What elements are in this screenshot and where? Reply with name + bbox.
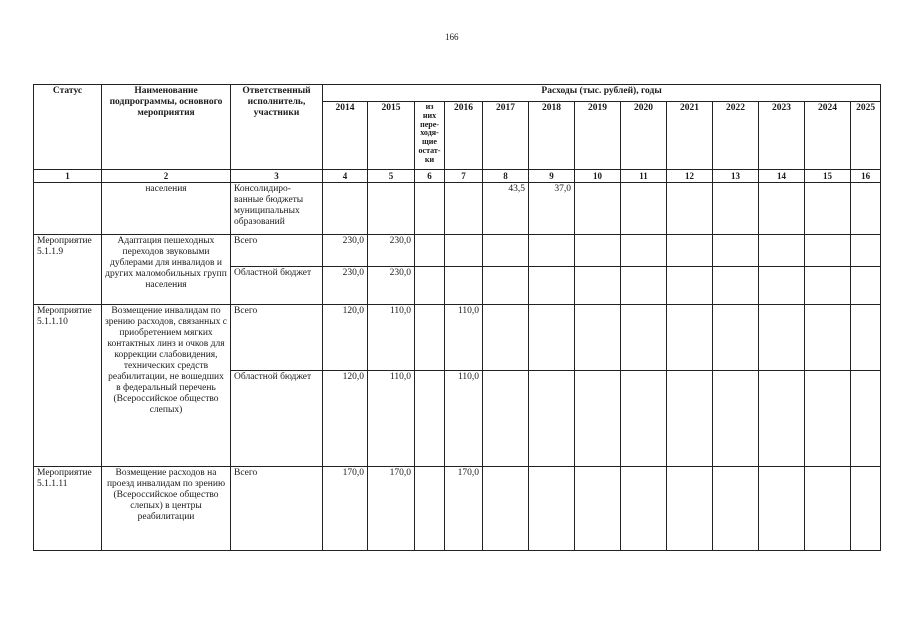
column-number: 10 <box>575 170 621 183</box>
header-year: 2018 <box>529 102 575 170</box>
row-value <box>483 467 529 551</box>
row-value: 110,0 <box>368 371 415 467</box>
header-year: 2025 <box>851 102 881 170</box>
row-value <box>575 305 621 371</box>
column-number: 15 <box>805 170 851 183</box>
column-number: 9 <box>529 170 575 183</box>
table-row <box>34 467 881 551</box>
row-value <box>621 235 667 267</box>
row-value: 170,0 <box>368 467 415 551</box>
row-value <box>445 183 483 235</box>
row-name: Возмещение инвалидам по зрению расходов, связанных с приобретением мягких контактных линз и очков для коррекции слабовидения, технических средств реабилитации, не вошедших в федеральный перечень (Всероссийское общество слепых) <box>102 305 231 467</box>
table-row <box>34 183 881 235</box>
row-value <box>805 305 851 371</box>
row-value <box>713 467 759 551</box>
row-value: 37,0 <box>529 183 575 235</box>
row-value <box>529 467 575 551</box>
header-year: 2015 <box>368 102 415 170</box>
column-number: 3 <box>231 170 323 183</box>
row-value <box>415 371 445 467</box>
row-value <box>415 467 445 551</box>
header-year: 2014 <box>323 102 368 170</box>
row-value <box>621 371 667 467</box>
row-value <box>575 183 621 235</box>
row-value <box>529 305 575 371</box>
row-responsible: Всего <box>231 467 323 551</box>
column-number: 7 <box>445 170 483 183</box>
row-value <box>575 467 621 551</box>
header-year: из них пере-ходя-щие остат-ки <box>415 102 445 170</box>
table-row <box>34 235 881 267</box>
row-value <box>415 235 445 267</box>
row-value <box>759 235 805 267</box>
row-value <box>713 305 759 371</box>
row-status: Мероприятие 5.1.1.10 <box>34 305 102 467</box>
row-value <box>529 371 575 467</box>
row-name: Возмещение расходов на проезд инвалидам по зрению (Всероссийское общество слепых) в центры реабилитации <box>102 467 231 551</box>
row-value <box>805 467 851 551</box>
row-value <box>529 267 575 305</box>
row-value <box>851 305 881 371</box>
row-value <box>851 267 881 305</box>
budget-table <box>33 84 881 551</box>
row-value <box>667 305 713 371</box>
column-numbers-row <box>34 170 881 183</box>
row-value <box>759 267 805 305</box>
header-year: 2023 <box>759 102 805 170</box>
row-value <box>368 183 415 235</box>
row-value: 43,5 <box>483 183 529 235</box>
row-value <box>667 235 713 267</box>
row-value <box>805 371 851 467</box>
row-status: Мероприятие 5.1.1.11 <box>34 467 102 551</box>
header-year: 2022 <box>713 102 759 170</box>
header-year: 2020 <box>621 102 667 170</box>
column-number: 1 <box>34 170 102 183</box>
row-value <box>575 235 621 267</box>
row-value <box>759 371 805 467</box>
header-expenses: Расходы (тыс. рублей), годы <box>323 85 881 102</box>
column-number: 8 <box>483 170 529 183</box>
column-number: 6 <box>415 170 445 183</box>
row-value <box>805 267 851 305</box>
row-value: 230,0 <box>368 267 415 305</box>
row-value <box>483 235 529 267</box>
row-value <box>759 305 805 371</box>
row-value <box>483 267 529 305</box>
row-value: 120,0 <box>323 305 368 371</box>
column-number: 5 <box>368 170 415 183</box>
row-value <box>445 267 483 305</box>
table-row <box>34 305 881 371</box>
row-value: 110,0 <box>445 371 483 467</box>
header-year: 2017 <box>483 102 529 170</box>
header-name: Наименование подпрограммы, основного мероприятия <box>102 85 231 170</box>
row-name: населения <box>102 183 231 235</box>
row-value: 120,0 <box>323 371 368 467</box>
row-value <box>805 235 851 267</box>
column-number: 2 <box>102 170 231 183</box>
row-value: 230,0 <box>323 235 368 267</box>
row-value <box>575 267 621 305</box>
table-body <box>34 183 881 551</box>
row-responsible: Областной бюджет <box>231 267 323 305</box>
row-value <box>851 235 881 267</box>
row-value: 170,0 <box>323 467 368 551</box>
row-value <box>667 467 713 551</box>
row-value <box>415 183 445 235</box>
row-value <box>483 371 529 467</box>
row-value <box>851 467 881 551</box>
row-status: Мероприятие 5.1.1.9 <box>34 235 102 305</box>
row-value <box>713 371 759 467</box>
row-value <box>621 467 667 551</box>
header-year: 2016 <box>445 102 483 170</box>
column-number: 13 <box>713 170 759 183</box>
row-value <box>415 305 445 371</box>
row-value: 230,0 <box>323 267 368 305</box>
row-value <box>529 235 575 267</box>
row-value: 110,0 <box>368 305 415 371</box>
header-status: Статус <box>34 85 102 170</box>
row-value <box>713 267 759 305</box>
row-responsible: Консолидиро-ванные бюджеты муниципальных образований <box>231 183 323 235</box>
row-value <box>445 235 483 267</box>
row-value: 170,0 <box>445 467 483 551</box>
row-value <box>805 183 851 235</box>
row-value <box>713 183 759 235</box>
header-year: 2021 <box>667 102 713 170</box>
row-value: 110,0 <box>445 305 483 371</box>
row-value <box>621 267 667 305</box>
column-number: 16 <box>851 170 881 183</box>
row-responsible: Всего <box>231 235 323 267</box>
row-value <box>323 183 368 235</box>
column-number: 11 <box>621 170 667 183</box>
row-value: 230,0 <box>368 235 415 267</box>
row-value <box>667 267 713 305</box>
column-number: 4 <box>323 170 368 183</box>
header-year: 2024 <box>805 102 851 170</box>
column-number: 14 <box>759 170 805 183</box>
page-number: 166 <box>445 32 459 42</box>
header-year: 2019 <box>575 102 621 170</box>
row-value <box>667 183 713 235</box>
row-value <box>713 235 759 267</box>
column-number: 12 <box>667 170 713 183</box>
row-value <box>575 371 621 467</box>
row-value <box>621 183 667 235</box>
row-value <box>415 267 445 305</box>
header-responsible: Ответственный исполнитель, участники <box>231 85 323 170</box>
row-value <box>759 183 805 235</box>
row-value <box>621 305 667 371</box>
row-value <box>851 371 881 467</box>
row-responsible: Всего <box>231 305 323 371</box>
row-value <box>759 467 805 551</box>
row-value <box>851 183 881 235</box>
row-status <box>34 183 102 235</box>
row-value <box>483 305 529 371</box>
row-value <box>667 371 713 467</box>
row-name: Адаптация пешеходных переходов звуковыми дублерами для инвалидов и других маломобильных групп населения <box>102 235 231 305</box>
table-header <box>34 85 881 183</box>
row-responsible: Областной бюджет <box>231 371 323 467</box>
